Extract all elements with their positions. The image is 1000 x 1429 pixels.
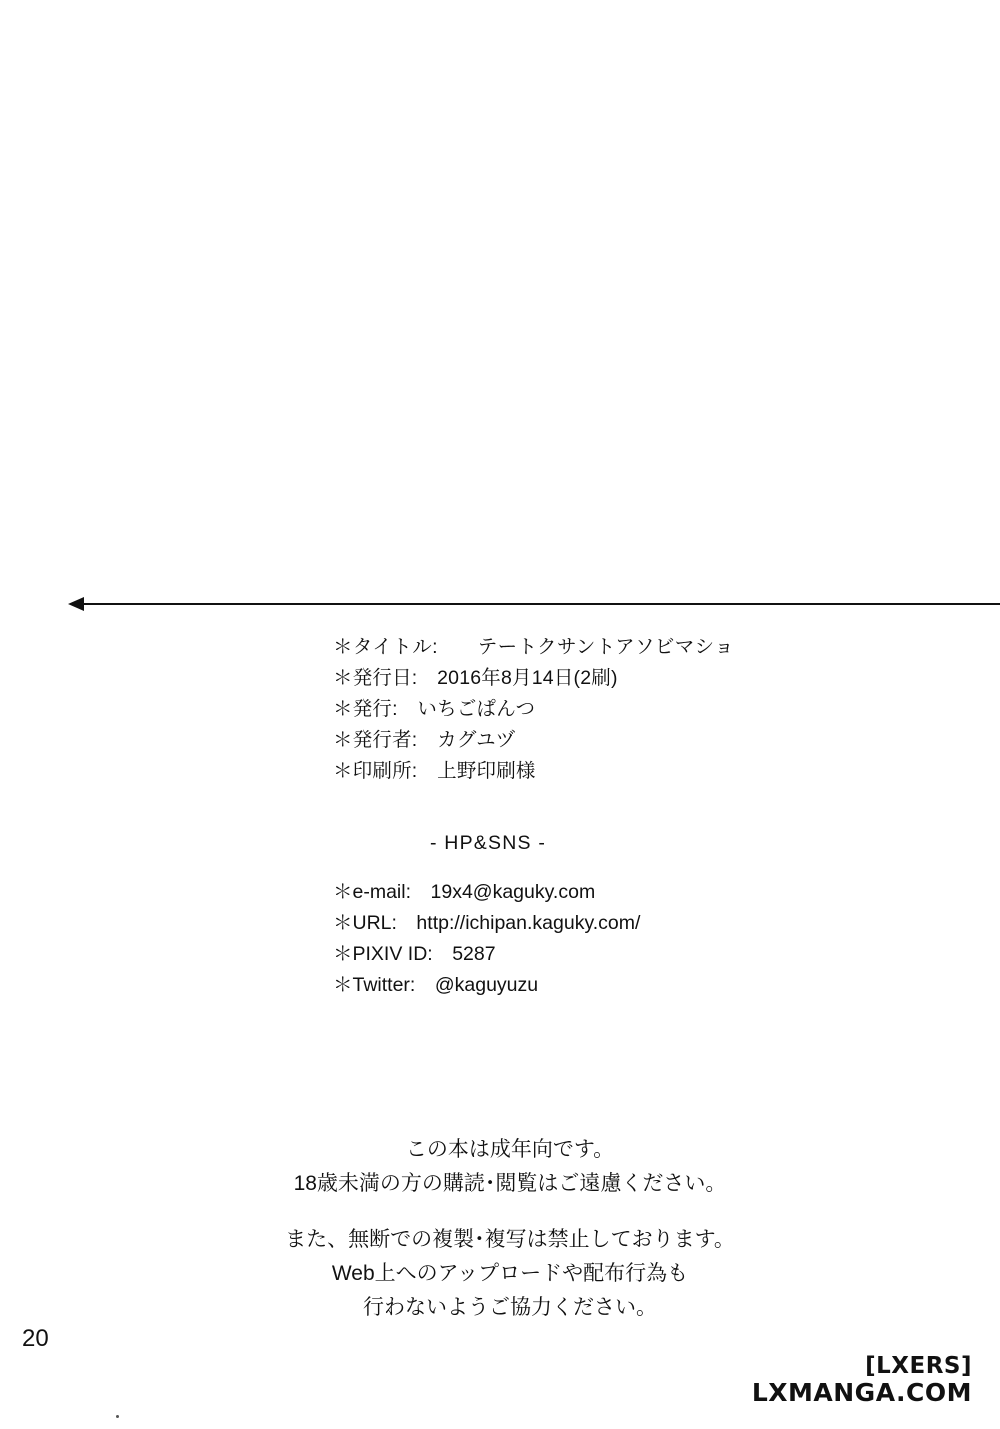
contact-line-pixiv: ＊PIXIV ID: 5287: [333, 943, 496, 965]
horizontal-rule-with-arrow: [68, 596, 1000, 612]
contact-line-email: ＊e-mail: 19x4@kaguky.com: [333, 881, 596, 903]
contact-line-twitter: ＊Twitter: @kaguyuzu: [333, 974, 539, 996]
notice-line-copy-3: 行わないようご協力ください。: [363, 1296, 657, 1319]
colophon-line-circle: ＊発行: いちごぱんつ: [333, 698, 536, 720]
scan-artifact-dot: [116, 1415, 119, 1418]
colophon-line-author: ＊発行者: カグユヅ: [333, 729, 516, 751]
colophon-line-title: ＊タイトル: テートクサントアソビマショ: [333, 636, 735, 658]
divider-line: [78, 603, 1000, 605]
hpsns-heading: - HP&SNS -: [430, 832, 547, 854]
age-and-copyright-notice: [140, 1133, 880, 1325]
page-number: 20: [22, 1325, 49, 1352]
notice-line-copy-1: また、無断での複製･複写は禁止しております。: [285, 1228, 735, 1251]
colophon-line-printer: ＊印刷所: 上野印刷様: [333, 760, 536, 782]
watermark: [752, 1353, 972, 1407]
watermark-group: [LXERS]: [865, 1353, 972, 1379]
colophon-line-date: ＊発行日: 2016年8月14日(2刷): [333, 667, 618, 689]
notice-line-adult-1: この本は成年向です。: [405, 1138, 615, 1161]
notice-line-adult-2: 18歳未満の方の購読･閲覧はご遠慮ください。: [293, 1172, 727, 1195]
watermark-site: LXMANGA.COM: [751, 1378, 972, 1407]
contacts-block: [333, 877, 933, 1001]
notice-gap: [140, 1201, 880, 1223]
colophon-block: [333, 632, 893, 787]
notice-line-copy-2: Web上へのアップロードや配布行為も: [331, 1262, 689, 1285]
contact-line-url: ＊URL: http://ichipan.kaguky.com/: [333, 912, 641, 934]
